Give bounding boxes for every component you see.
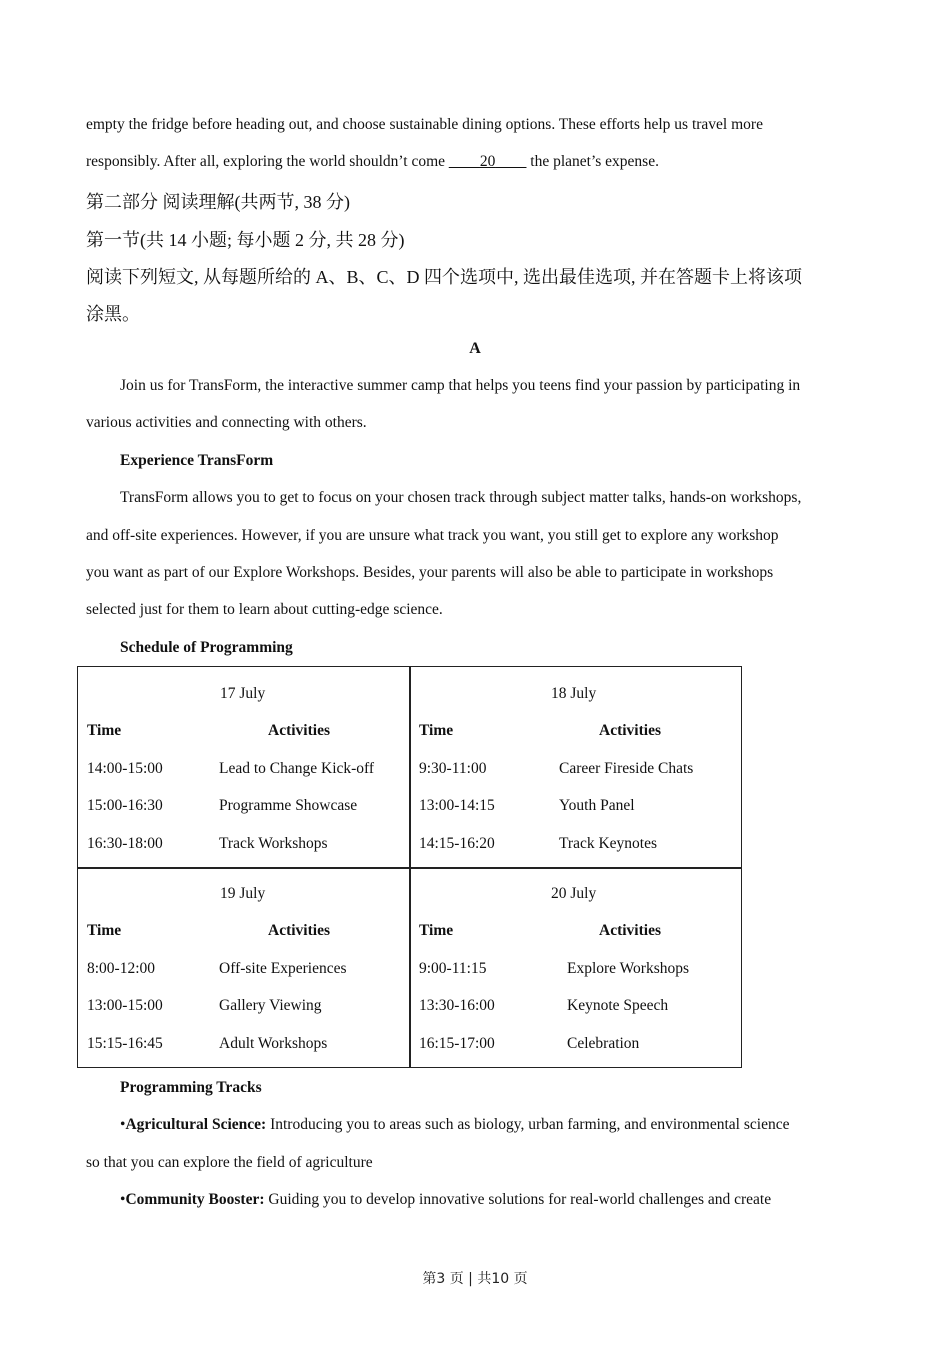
schedule-activity: Track Workshops <box>219 835 328 852</box>
activities-header: Activities <box>599 922 661 939</box>
text-fragment: responsibly. After all, exploring the world shouldn’t come <box>86 153 449 170</box>
schedule-time: 14:15-16:20 <box>419 835 495 852</box>
day-date: 20 July <box>551 885 597 902</box>
subheading-schedule: Schedule of Programming <box>120 639 293 656</box>
schedule-activity: Off-site Experiences <box>219 960 347 977</box>
paragraph-line: TransForm allows you to get to focus on your chosen track through subject matter talks, hands-on workshops, <box>120 489 802 506</box>
schedule-time: 13:00-15:00 <box>87 997 163 1014</box>
activities-header: Activities <box>599 722 661 739</box>
schedule-activity: Gallery Viewing <box>219 997 322 1014</box>
activities-header: Activities <box>268 722 330 739</box>
day-date: 19 July <box>220 885 266 902</box>
track-item-community <box>120 1191 771 1209</box>
track-label: Community Booster: <box>125 1191 265 1208</box>
paragraph-line: Join us for TransForm, the interactive summer camp that helps you teens find your passion by participating in <box>120 377 801 394</box>
blank-underline-right: ____ <box>495 153 527 170</box>
instruction-line: 涂黑。 <box>86 304 140 324</box>
schedule-time: 16:15-17:00 <box>419 1035 495 1052</box>
schedule-activity: Adult Workshops <box>219 1035 328 1052</box>
schedule-time: 13:00-14:15 <box>419 797 495 814</box>
activities-header: Activities <box>268 922 330 939</box>
schedule-activity: Track Keynotes <box>559 835 658 852</box>
time-header: Time <box>87 722 122 739</box>
bullet: • <box>120 1116 126 1133</box>
schedule-time: 15:00-16:30 <box>87 797 163 814</box>
text-line-with-blank <box>86 153 659 171</box>
blank-number: 20 <box>479 153 496 170</box>
day-date: 17 July <box>220 685 266 702</box>
schedule-activity: Career Fireside Chats <box>559 760 694 777</box>
time-header: Time <box>87 922 122 939</box>
schedule-table <box>77 666 742 1068</box>
day-date: 18 July <box>551 685 597 702</box>
schedule-activity: Celebration <box>567 1035 640 1052</box>
blank-underline-left: ____ <box>448 153 480 170</box>
schedule-time: 13:30-16:00 <box>419 997 495 1014</box>
schedule-time: 16:30-18:00 <box>87 835 163 852</box>
part-title: 第二部分 阅读理解(共两节, 38 分) <box>86 192 350 212</box>
passage-heading: A <box>469 340 481 357</box>
track-label: Agricultural Science: <box>125 1116 267 1133</box>
track-text: Introducing you to areas such as biology, urban farming, and environmental science <box>266 1116 790 1133</box>
track-item-agricultural <box>120 1116 789 1134</box>
subheading-tracks: Programming Tracks <box>120 1079 262 1096</box>
table-divider-horizontal <box>78 867 741 869</box>
paragraph-line: you want as part of our Explore Workshops. Besides, your parents will also be able to participate in workshops <box>86 564 774 581</box>
page-footer: 第3 页 | 共10 页 <box>422 1271 528 1287</box>
paragraph-line: various activities and connecting with others. <box>86 414 367 431</box>
paragraph-line: so that you can explore the field of agriculture <box>86 1154 373 1171</box>
text-fragment: the planet’s expense. <box>526 153 659 170</box>
time-header: Time <box>419 722 454 739</box>
schedule-activity: Explore Workshops <box>567 960 690 977</box>
schedule-activity: Lead to Change Kick-off <box>219 760 375 777</box>
section-title: 第一节(共 14 小题; 每小题 2 分, 共 28 分) <box>86 230 405 250</box>
text-line: empty the fridge before heading out, and choose sustainable dining options. These efforts help us travel more <box>86 116 763 133</box>
schedule-activity: Youth Panel <box>559 797 635 814</box>
schedule-time: 14:00-15:00 <box>87 760 163 777</box>
instruction-line: 阅读下列短文, 从每题所给的 A、B、C、D 四个选项中, 选出最佳选项, 并在答题卡上将该项 <box>86 267 803 287</box>
time-header: Time <box>419 922 454 939</box>
schedule-time: 9:30-11:00 <box>419 760 487 777</box>
schedule-time: 8:00-12:00 <box>87 960 156 977</box>
schedule-time: 9:00-11:15 <box>419 960 487 977</box>
paragraph-line: and off-site experiences. However, if you are unsure what track you want, you still get to explore any workshop <box>86 527 779 544</box>
bullet: • <box>120 1191 126 1208</box>
track-text: Guiding you to develop innovative solutions for real-world challenges and create <box>264 1191 772 1208</box>
subheading-experience: Experience TransForm <box>120 452 274 469</box>
schedule-activity: Keynote Speech <box>567 997 669 1014</box>
schedule-time: 15:15-16:45 <box>87 1035 163 1052</box>
schedule-activity: Programme Showcase <box>219 797 358 814</box>
paragraph-line: selected just for them to learn about cutting-edge science. <box>86 601 443 618</box>
